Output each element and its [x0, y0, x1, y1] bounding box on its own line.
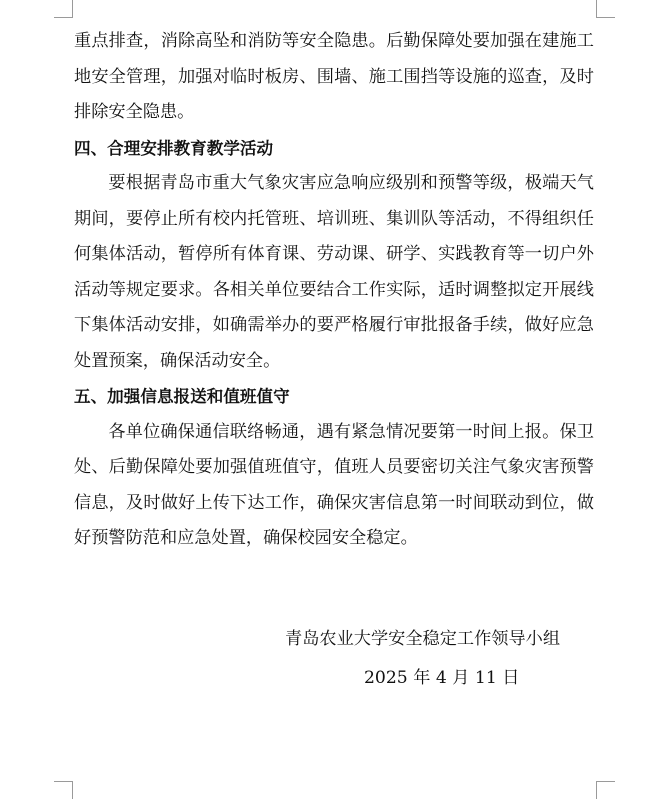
crop-mark-top-left [72, 0, 73, 18]
section-heading-5: 五、加强信息报送和值班值守 [74, 387, 290, 406]
crop-mark-top-right [596, 0, 597, 18]
continuation-paragraph: 重点排查，消除高坠和消防等安全隐患。后勤保障处要加强在建施工地安全管理，加强对临时板房、围墙、施工围挡等设施的巡查，及时排除安全隐患。 [74, 31, 594, 122]
crop-mark-bottom-left [72, 781, 73, 799]
crop-mark-top-right-h [597, 17, 615, 18]
crop-mark-bottom-left-h [54, 781, 72, 782]
crop-mark-bottom-right [596, 781, 597, 799]
document-body [74, 24, 594, 557]
signature-line: 青岛农业大学安全稳定工作领导小组 [285, 629, 561, 649]
section-heading-4: 四、合理安排教育教学活动 [74, 138, 274, 158]
crop-mark-top-left-h [54, 17, 72, 18]
section-body-4: 要根据青岛市重大气象灾害应急响应级别和预警等级，极端天气期间，要停止所有校内托管班、培训班、集训队等活动，不得组织任何集体活动，暂停所有体育课、劳动课、研学、实践教育等一切户外活动等规定要求。各相关单位要结合工作实际，适时调整拟定开展线下集体活动安排，如确需举办的要严格履行审批报备手续，做好应急处置预案，确保活动安全。 [74, 173, 594, 371]
section-body-5: 各单位确保通信联络畅通，遇有紧急情况要第一时间上报。保卫处、后勤保障处要加强值班值守，值班人员要密切关注气象灾害预警信息，及时做好上传下达工作，确保灾害信息第一时间联动到位，做好预警防范和应急处置，确保校园安全稳定。 [74, 421, 594, 548]
crop-mark-bottom-right-h [597, 781, 615, 782]
date-line: 2025 年 4 月 11 日 [364, 668, 520, 688]
